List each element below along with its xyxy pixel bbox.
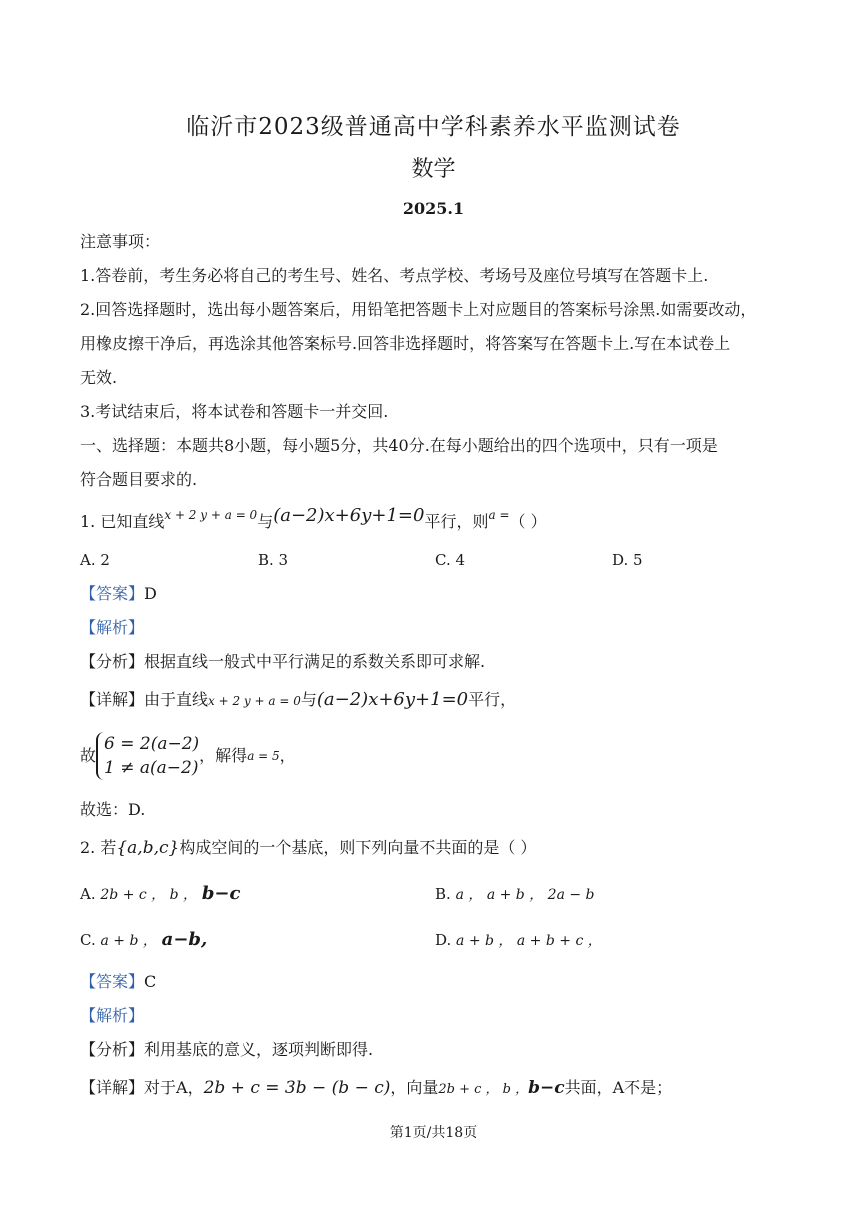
q2-analysis-tag: 【解析】 (80, 1006, 145, 1025)
q1-answer-value: D (144, 584, 157, 603)
q1-option-a: A. 2 (80, 551, 110, 569)
q1-system (80, 732, 296, 780)
q2-option-c-text: a + b ， (100, 933, 157, 949)
q1-xiangjie-suffix: 平行， (468, 690, 517, 709)
section-1-line-2: 符合题目要求的. (80, 470, 198, 489)
q2-xiangjie (80, 1078, 672, 1100)
q2-xiangjie-eq: 2b + c = 3b − (b − c) (203, 1078, 391, 1098)
q2-suffix: 构成空间的一个基底，则下列向量不共面的是（ ） (179, 838, 537, 857)
q2-fenxi-text: 利用基底的意义，逐项判断即得. (144, 1040, 374, 1059)
q2-option-d-label: D. (435, 931, 452, 949)
q1-xiangjie-tag: 【详解】 (80, 690, 145, 709)
q1-line-a: x + 2 y + a = 0 (164, 508, 258, 522)
q1-comma: ， (279, 746, 296, 765)
q2-option-a (80, 884, 240, 905)
q2-answer-value: C (144, 972, 157, 991)
q2-option-a-last: b−c (201, 883, 241, 904)
q1-option-b: B. 3 (258, 551, 289, 569)
q1-option-d: D. 5 (612, 551, 643, 569)
q2-option-c-label: C. (80, 931, 96, 949)
notes-heading: 注意事项： (80, 232, 161, 251)
q2-xiangjie-mid: ，向量 (390, 1078, 439, 1097)
q2-option-a-text: 2b + c ， b ， (100, 887, 198, 903)
q2-xiangjie-last: b−c (528, 1078, 565, 1098)
q1-sys-eq-1: 6 = 2(a−2) (104, 734, 200, 754)
q1-xiangjie (80, 690, 516, 711)
q2-answer-tag: 【答案】 (80, 972, 145, 991)
q2-xiangjie-suffix: 共面，A不是； (564, 1078, 673, 1097)
subject-heading: 数学 (411, 157, 456, 182)
section-1-line-1: 一、选择题：本题共8小题，每小题5分，共40分.在每小题给出的四个选项中，只有一项是 (80, 436, 718, 455)
q2-option-a-label: A. (80, 885, 96, 903)
q1-xiangjie-line-a: x + 2 y + a = 0 (208, 694, 301, 708)
q1-guxuan: 故选：D. (80, 800, 146, 819)
q1-xiangjie-pre: 由于直线 (144, 690, 209, 709)
q1-fenxi-text: 根据直线一般式中平行满足的系数关系即可求解. (144, 652, 486, 671)
q1-stem (80, 505, 547, 533)
q2-basis: {a,b,c} (116, 838, 180, 858)
q2-xiangjie-pre: 对于A， (144, 1078, 204, 1097)
q1-equation-system (96, 732, 199, 780)
q2-prefix: 2. 若 (80, 838, 117, 857)
note-3: 3.考试结束后，将本试卷和答题卡一并交回. (80, 402, 389, 421)
q2-option-b-text: a ， a + b ， 2a − b (455, 887, 595, 903)
q1-xiangjie-mid: 与 (300, 690, 317, 709)
q2-option-b (435, 884, 595, 905)
q2-xiangjie-tag: 【详解】 (80, 1078, 145, 1097)
note-1: 1.答卷前，考生务必将自己的考生号、姓名、考点学校、考场号及座位号填写在答题卡上. (80, 266, 709, 285)
q1-result: a = 5 (247, 749, 280, 763)
q1-prefix: 1. 已知直线 (80, 512, 165, 531)
q1-answer-tag: 【答案】 (80, 584, 145, 603)
q1-fenxi (80, 652, 485, 672)
q1-line-b: (a−2)x+6y+1=0 (273, 505, 425, 526)
q2-fenxi (80, 1040, 373, 1060)
q2-fenxi-tag: 【分析】 (80, 1040, 145, 1059)
page-title: 临沂市2023级普通高中学科素养水平监测试卷 (186, 114, 681, 140)
q1-mid: 与 (257, 512, 274, 531)
q2-option-c-last: a−b, (161, 929, 208, 950)
note-2-line-3: 无效. (80, 368, 118, 387)
q2-option-b-label: B. (435, 885, 451, 903)
q1-fenxi-tag: 【分析】 (80, 652, 145, 671)
q1-xiangjie-line-b: (a−2)x+6y+1=0 (316, 689, 469, 710)
q1-jiede: ，解得 (199, 746, 248, 765)
page-footer: 第1页/共18页 (389, 1125, 478, 1141)
q2-option-c (80, 930, 207, 951)
q1-gu: 故 (80, 746, 97, 765)
note-2-line-1: 2.回答选择题时，选出每小题答案后，用铅笔把答题卡上对应题目的答案标号涂黑.如需要改动， (80, 300, 757, 319)
q2-option-d (435, 930, 602, 951)
q2-option-d-text: a + b ， a + b + c ， (456, 933, 602, 949)
q1-suffix: 平行，则 (424, 512, 489, 531)
q1-answer (80, 584, 157, 604)
q1-analysis-tag: 【解析】 (80, 618, 145, 637)
note-2-line-2: 用橡皮擦干净后，再选涂其他答案标号.回答非选择题时，将答案写在答题卡上.写在本试卷上 (80, 334, 731, 353)
q1-sys-eq-2: 1 ≠ a(a−2) (104, 758, 199, 778)
q1-paren: （ ） (509, 512, 547, 531)
exam-date: 2025.1 (402, 199, 465, 218)
q2-answer (80, 972, 156, 992)
q2-stem (80, 838, 536, 858)
q2-xiangjie-vecs: 2b + c ， b ， (438, 1082, 529, 1097)
q1-ask: a = (488, 508, 510, 522)
q1-option-c: C. 4 (435, 551, 466, 569)
